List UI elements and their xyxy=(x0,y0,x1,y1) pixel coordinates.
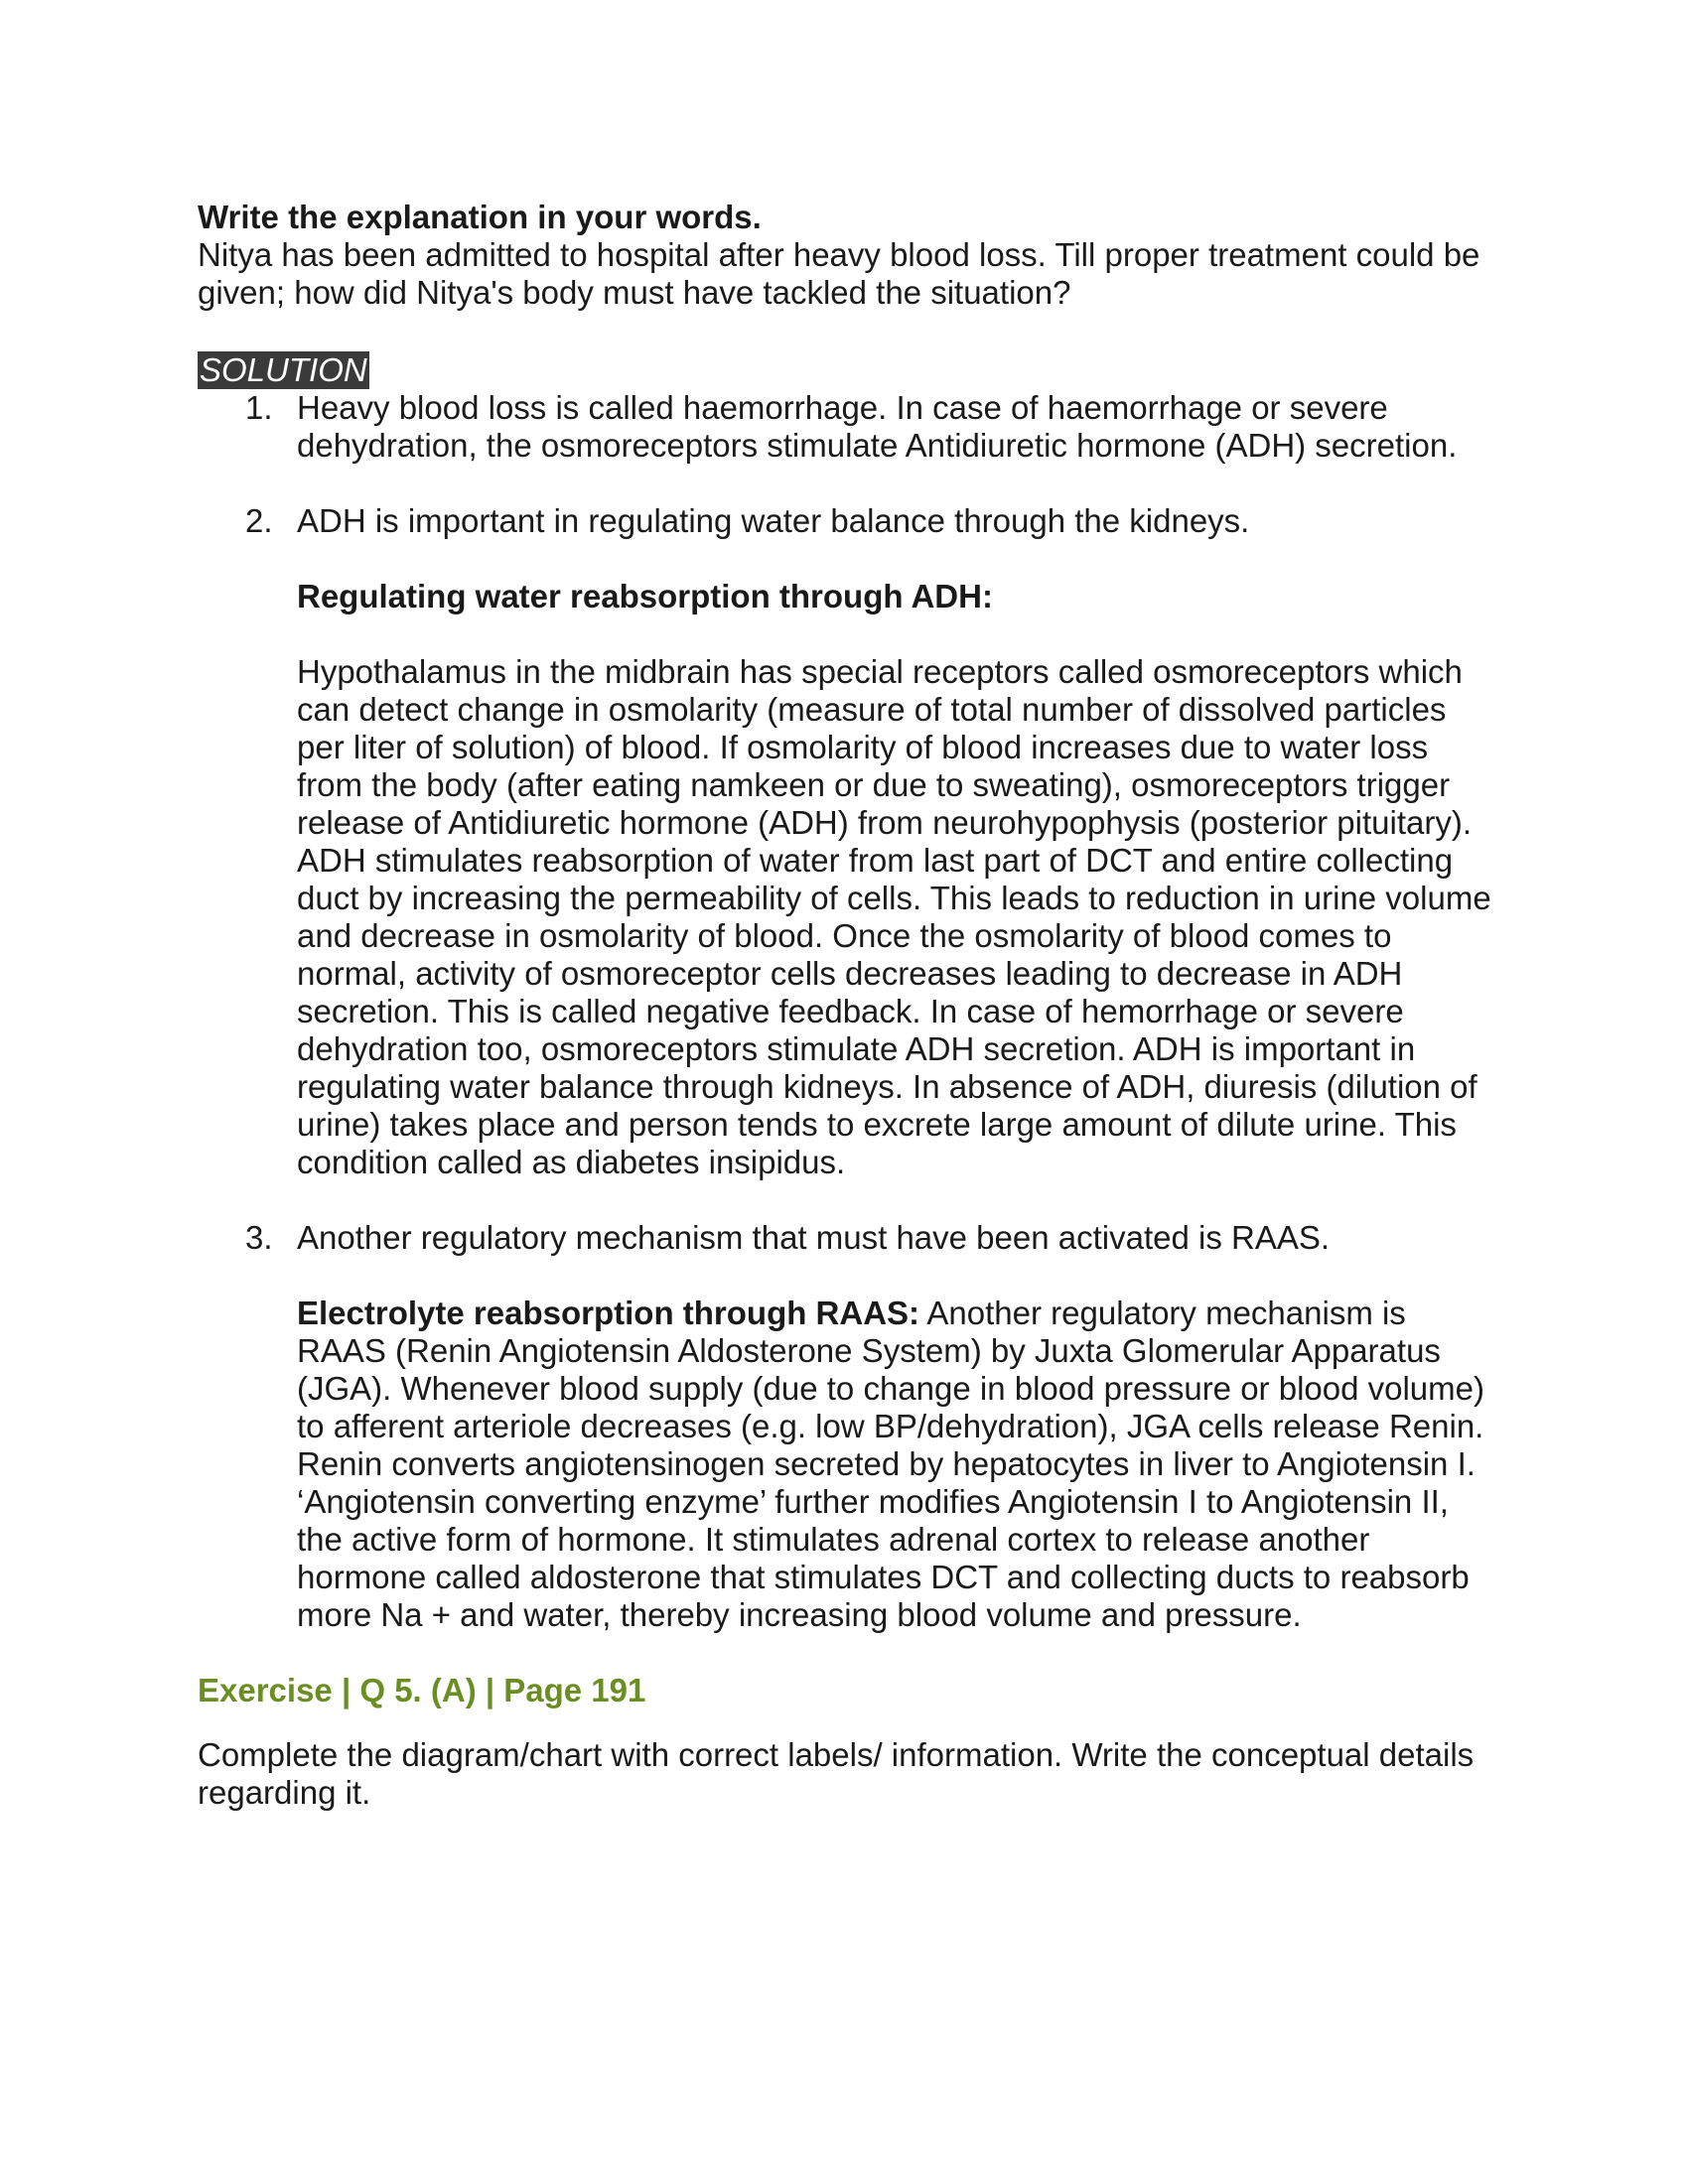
exercise-prompt: Complete the diagram/chart with correct labels/ information. Write the conceptual details regarding it. xyxy=(198,1736,1475,1811)
document-page xyxy=(198,199,1498,1812)
solution-item-2 xyxy=(198,502,1498,1181)
adh-body: Hypothalamus in the midbrain has special receptors called osmoreceptors which can detect change in osmolarity (measure of total number of dissolved particles per liter of solution) of blood. If osmolarity of blood increases due to water loss from the body (after eating namkeen or due to sweating), osmoreceptors trigger release of Antidiuretic hormone (ADH) from neurohypophysis (posterior pituitary). ADH stimulates reabsorption of water from last part of DCT and entire collecting duct by increasing the permeability of cells. This leads to reduction in urine volume and decrease in osmolarity of blood. Once the osmolarity of blood comes to normal, activity of osmoreceptor cells decreases leading to decrease in ADH secretion. This is called negative feedback. In case of hemorrhage or severe dehydration too, osmoreceptors stimulate ADH secretion. ADH is important in regulating water balance through kidneys. In absence of ADH, diuresis (dilution of urine) takes place and person tends to excrete large amount of dilute urine. This condition called as diabetes insipidus. xyxy=(297,653,1491,1180)
item-number: 2. xyxy=(245,502,273,539)
question-heading: Write the explanation in your words. xyxy=(198,199,762,235)
item-text: ADH is important in regulating water balance through the kidneys. xyxy=(297,502,1250,539)
item-number: 1. xyxy=(245,389,273,426)
solution-item-3 xyxy=(198,1219,1498,1634)
raas-body: Another regulatory mechanism is RAAS (Renin Angiotensin Aldosterone System) by Juxta Glomerular Apparatus (JGA). Whenever blood supply (due to change in blood pressure or blood volume) to afferent arteriole decreases (e.g. low BP/dehydration), JGA cells release Renin. Renin converts angiotensinogen secreted by hepatocytes in liver to Angiotensin I. ‘Angiotensin converting enzyme’ further modifies Angiotensin I to Angiotensin II, the active form of hormone. It stimulates adrenal cortex to release another hormone called aldosterone that stimulates DCT and collecting ducts to reabsorb more Na + and water, thereby increasing blood volume and pressure. xyxy=(297,1295,1484,1633)
solution-label: SOLUTION xyxy=(200,351,367,388)
solution-item-1 xyxy=(198,389,1498,465)
item-text: Another regulatory mechanism that must have been activated is RAAS. xyxy=(297,1219,1331,1256)
item-text: Heavy blood loss is called haemorrhage. In case of haemorrhage or severe dehydration, the osmoreceptors stimulate Antidiuretic hormone (ADH) secretion. xyxy=(297,389,1458,464)
raas-subheading: Electrolyte reabsorption through RAAS: xyxy=(297,1295,920,1331)
question-prompt: Nitya has been admitted to hospital after heavy blood loss. Till proper treatment could be given; how did Nitya's body must have tackled the situation? xyxy=(198,236,1480,311)
item-number: 3. xyxy=(245,1219,273,1256)
raas-paragraph xyxy=(297,1295,1498,1634)
exercise-heading: Exercise | Q 5. (A) | Page 191 xyxy=(198,1672,646,1708)
adh-subheading: Regulating water reabsorption through ADH: xyxy=(297,578,993,614)
